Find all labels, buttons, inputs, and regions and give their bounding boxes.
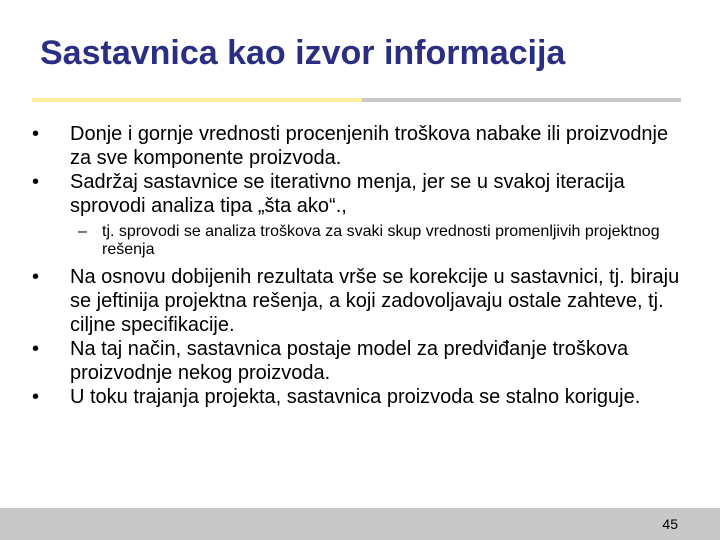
- bullet-text: Na osnovu dobijenih rezultata vrše se korekcije u sastavnici, tj. biraju se jeftinija projektna rešenja, a koji zadovoljavaju ostale zahteve, tj. ciljne specifikacije.: [70, 266, 680, 336]
- sub-bullet-marker: –: [78, 223, 87, 240]
- bullet-item: [30, 122, 690, 170]
- slide-title: Sastavnica kao izvor informacija: [40, 34, 566, 72]
- bullet-marker: •: [32, 171, 40, 193]
- bullet-marker: •: [32, 386, 40, 408]
- sub-bullet-item: [30, 223, 690, 259]
- bullet-item: [30, 170, 690, 218]
- footer-bar: [0, 508, 720, 540]
- bullet-marker: •: [32, 338, 40, 360]
- bullet-marker: •: [32, 123, 40, 145]
- bullet-item: [30, 265, 690, 337]
- bullet-text: Na taj način, sastavnica postaje model za predviđanje troškova proizvodnje nekog proizvoda.: [70, 338, 629, 384]
- page-number: 45: [662, 516, 678, 532]
- bullet-item: [30, 385, 690, 409]
- sub-bullet-text: tj. sprovodi se analiza troškova za svaki skup vrednosti promenljivih projektnog rešenja: [102, 223, 660, 258]
- bullet-marker: •: [32, 266, 40, 288]
- bullet-text: U toku trajanja projekta, sastavnica proizvoda se stalno koriguje.: [70, 386, 641, 408]
- bullet-text: Donje i gornje vrednosti procenjenih troškova nabake ili proizvodnje za sve komponente proizvoda.: [70, 123, 669, 169]
- bullet-list: [30, 122, 690, 409]
- bullet-text: Sadržaj sastavnice se iterativno menja, jer se u svakoj iteracija sprovodi analiza tipa „šta ako“.,: [70, 171, 625, 217]
- bullet-item: [30, 337, 690, 385]
- title-divider-accent: [32, 98, 362, 102]
